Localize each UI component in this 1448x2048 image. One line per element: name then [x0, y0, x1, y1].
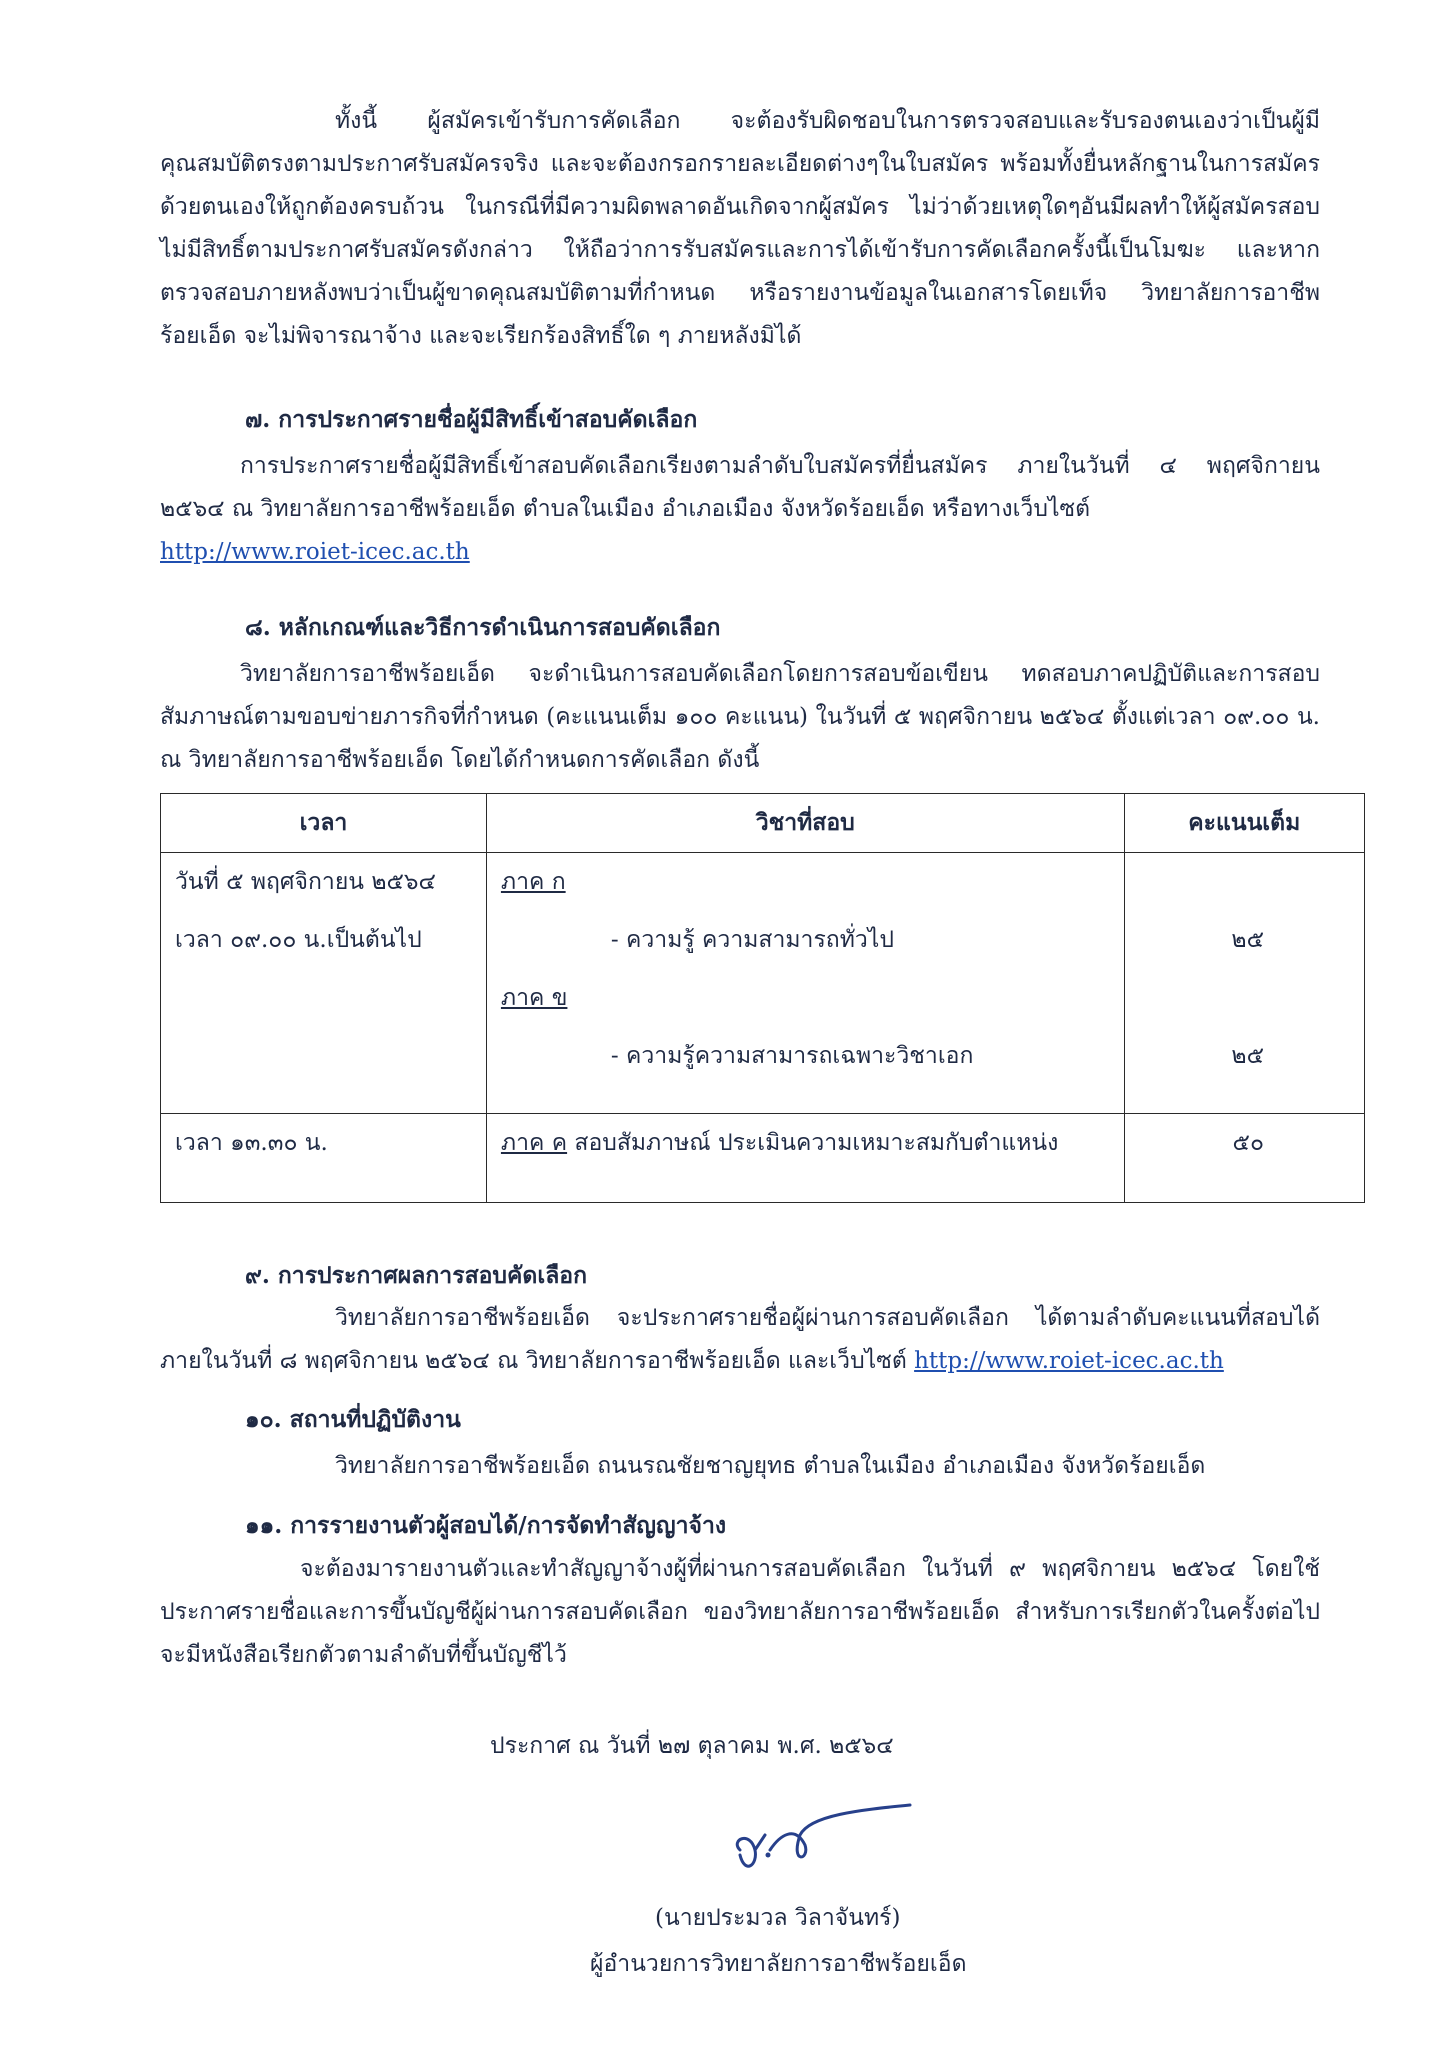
- intro-paragraph: ทั้งนี้ ผู้สมัครเข้ารับการคัดเลือก จะต้องรับผิดชอบในการตรวจสอบและรับรองตนเองว่าเป็นผู้มีคุณสมบัติตรงตามประกาศรับสมัครจริง และจะต้องกรอกรายละเอียดต่างๆในใบสมัคร พร้อมทั้งยื่นหลักฐานในการสมัครด้วยตนเองให้ถูกต้องครบถ้วน ในกรณีที่มีความผิดพลาดอันเกิดจากผู้สมัคร ไม่ว่าด้วยเหตุใดๆอันมีผลทำให้ผู้สมัครสอบไม่มีสิทธิ์ตามประกาศรับสมัครดังกล่าว ให้ถือว่าการรับสมัครและการได้เข้ารับการคัดเลือกครั้งนี้เป็นโมฆะ และหากตรวจสอบภายหลังพบว่าเป็นผู้ขาดคุณสมบัติตามที่กำหนด หรือรายงานข้อมูลในเอกสารโดยเท็จ วิทยาลัยการอาชีพร้อยเอ็ด จะไม่พิจารณาจ้าง และจะเรียกร้องสิทธิ์ใด ๆ ภายหลังมิได้: [160, 108, 1320, 349]
- row1-date: วันที่ ๕ พฤศจิกายน ๒๕๖๔: [175, 869, 436, 895]
- row1-score-cell: [1124, 853, 1364, 1114]
- row2-time-cell: [161, 1114, 487, 1203]
- part-b-score: ๒๕: [1231, 1043, 1264, 1069]
- table-row: [161, 1114, 1365, 1203]
- signature-mark: [710, 1795, 940, 1895]
- section-10-body: วิทยาลัยการอาชีพร้อยเอ็ด ถนนรณชัยชาญยุทธ ตำบลในเมือง อำเภอเมือง จังหวัดร้อยเอ็ด: [335, 1453, 1206, 1479]
- signer-position: ผู้อำนวยการวิทยาลัยการอาชีพร้อยเอ็ด: [590, 1951, 967, 1977]
- header-subject: วิชาที่สอบ: [486, 794, 1124, 853]
- section-9-link[interactable]: http://www.roiet-icec.ac.th: [914, 1348, 1224, 1374]
- header-time: เวลา: [161, 794, 487, 853]
- section-9-body: [160, 1297, 1320, 1383]
- row1-subject-cell: [486, 853, 1124, 1114]
- signer-name: (นายประมวล วิลาจันทร์): [655, 1905, 901, 1931]
- table-row: [161, 853, 1365, 1114]
- row2-time: เวลา ๑๓.๓๐ น.: [175, 1130, 328, 1156]
- part-c-item: สอบสัมภาษณ์ ประเมินความเหมาะสมกับตำแหน่ง: [574, 1130, 1059, 1156]
- table-header-row: [161, 794, 1365, 853]
- row2-subject-cell: [486, 1114, 1124, 1203]
- section-7-link[interactable]: http://www.roiet-icec.ac.th: [160, 539, 470, 565]
- section-7-body: [160, 445, 1320, 574]
- part-c-score: ๕๐: [1232, 1130, 1264, 1156]
- section-10-title: ๑๐. สถานที่ปฏิบัติงาน: [245, 1406, 461, 1433]
- part-b-item: - ความรู้ความสามารถเฉพาะวิชาเอก: [610, 1043, 974, 1069]
- part-b-label: ภาค ข: [500, 985, 568, 1011]
- section-7-text: การประกาศรายชื่อผู้มีสิทธิ์เข้าสอบคัดเลือกเรียงตามลำดับใบสมัครที่ยื่นสมัคร ภายในวันที่ ๔ พฤศจิกายน ๒๕๖๔ ณ วิทยาลัยการอาชีพร้อยเอ็ด ตำบลในเมือง อำเภอเมือง จังหวัดร้อยเอ็ด หรือทางเว็บไซต์: [160, 453, 1320, 522]
- part-a-label: ภาค ก: [500, 869, 566, 895]
- header-score: คะแนนเต็ม: [1124, 794, 1364, 853]
- row1-time-cell: [161, 853, 487, 1114]
- section-11-title: ๑๑. การรายงานตัวผู้สอบได้/การจัดทำสัญญาจ้าง: [245, 1512, 727, 1539]
- section-8-body: วิทยาลัยการอาชีพร้อยเอ็ด จะดำเนินการสอบคัดเลือกโดยการสอบข้อเขียน ทดสอบภาคปฏิบัติและการสอบสัมภาษณ์ตามขอบข่ายภารกิจที่กำหนด (คะแนนเต็ม ๑๐๐ คะแนน) ในวันที่ ๕ พฤศจิกายน ๒๕๖๔ ตั้งแต่เวลา ๐๙.๐๐ น. ณ วิทยาลัยการอาชีพร้อยเอ็ด โดยได้กำหนดการคัดเลือก ดังนี้: [160, 661, 1320, 773]
- section-7-title: ๗. การประกาศรายชื่อผู้มีสิทธิ์เข้าสอบคัดเลือก: [245, 406, 698, 433]
- section-8-title: ๘. หลักเกณฑ์และวิธีการดำเนินการสอบคัดเลือก: [245, 614, 721, 641]
- section-11-body: จะต้องมารายงานตัวและทำสัญญาจ้างผู้ที่ผ่านการสอบคัดเลือก ในวันที่ ๙ พฤศจิกายน ๒๕๖๔ โดยใช้ประกาศรายชื่อและการขึ้นบัญชีผู้ผ่านการสอบคัดเลือก ของวิทยาลัยการอาชีพร้อยเอ็ด สำหรับการเรียกตัวในครั้งต่อไปจะมีหนังสือเรียกตัวตามลำดับที่ขึ้นบัญชีไว้: [160, 1556, 1320, 1668]
- part-a-score: ๒๕: [1231, 927, 1264, 953]
- part-c-label: ภาค ค: [500, 1130, 568, 1156]
- part-a-item: - ความรู้ ความสามารถทั่วไป: [610, 927, 894, 953]
- row1-time: เวลา ๐๙.๐๐ น.เป็นต้นไป: [175, 927, 422, 953]
- exam-schedule-table: [160, 793, 1365, 1203]
- section-9-title: ๙. การประกาศผลการสอบคัดเลือก: [245, 1262, 588, 1289]
- section-9-text: วิทยาลัยการอาชีพร้อยเอ็ด จะประกาศรายชื่อผู้ผ่านการสอบคัดเลือก ได้ตามลำดับคะแนนที่สอบได้ภายในวันที่ ๘ พฤศจิกายน ๒๕๖๔ ณ วิทยาลัยการอาชีพร้อยเอ็ด และเว็บไซต์: [160, 1305, 1320, 1374]
- announce-date: ประกาศ ณ วันที่ ๒๗ ตุลาคม พ.ศ. ๒๕๖๔: [490, 1733, 894, 1759]
- row2-score-cell: [1124, 1114, 1364, 1203]
